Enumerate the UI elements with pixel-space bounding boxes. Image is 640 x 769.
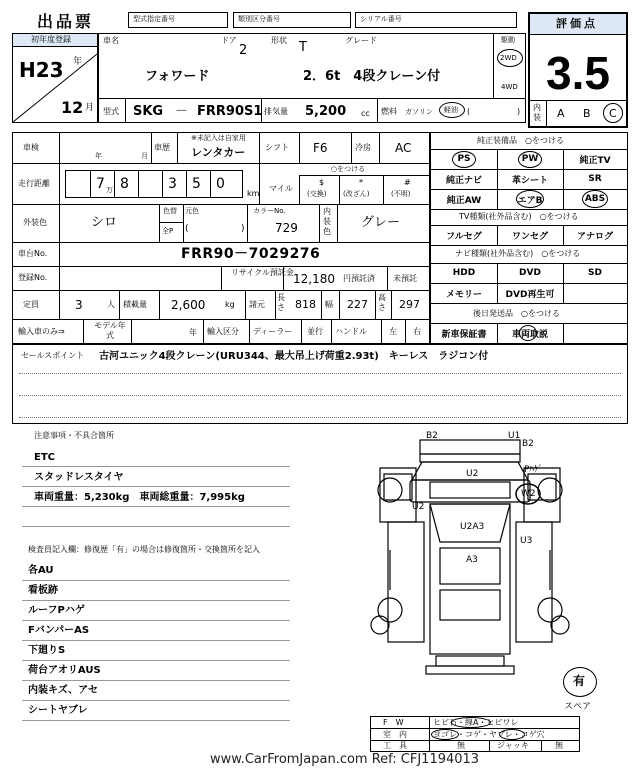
capacity: 3	[75, 298, 83, 312]
score-label: 評価点	[556, 17, 598, 30]
navi-sd: SD	[588, 268, 602, 278]
body-shape: T	[299, 40, 307, 55]
vehicle-history: レンタカー	[191, 146, 246, 159]
class-no-box: 類別区分番号	[233, 12, 351, 28]
diag-u2-left: U2	[412, 502, 425, 512]
inspector-item-8: シートヤブレ	[28, 705, 88, 716]
grade-a: A	[557, 107, 565, 120]
tv-analog: アナログ	[576, 231, 613, 242]
grade-c: C	[609, 107, 617, 120]
shift-value: F6	[313, 141, 328, 155]
navi-dvd: DVD	[519, 268, 541, 278]
registration-era-year: H23	[19, 58, 64, 82]
width: 227	[347, 298, 368, 311]
abs-circle	[582, 190, 608, 208]
height: 297	[399, 298, 420, 311]
legend-fw: ヒビ石・線A・ヒビワレ	[433, 718, 519, 727]
inspector-item-7: 内装キズ、アセ	[28, 685, 98, 696]
inspector-item-5: 下廻りS	[28, 645, 66, 656]
vehicle-name: フォワード	[145, 69, 210, 84]
equip-sr: SR	[588, 174, 602, 184]
tv-fullseg: フルセグ	[446, 231, 482, 242]
diag-paint-peel: Pﾊｹﾞ	[524, 465, 543, 475]
mileage-box: 7 万 8 3 5 0	[65, 170, 243, 198]
doc-manual: 車両取説	[511, 329, 548, 340]
color-number: 729	[275, 221, 298, 235]
details-table: 車検 年 月 車歴 ※未記入は自家用 レンタカー シフト F6 冷房 AC 走行距離 7 万 8 3 5 0 km ○をつける マイル $ (交換) * (改ざん) # (不明) 外装色 シロ 色替 元色 全P ( ) カラーNo. 729 内装色 グレー 車台No. FRR90－7029276 登録No. リサイクル預託金 12,180 円預託済 未預託 定員 3 人 積載量 2,600 kg 諸元 長さ 818 幅 227 高さ 297 輸入車のみ⇒ モデル年式 年 輸入区分 ディーラー 並行 ハンドル 左 右	[12, 132, 430, 344]
inspector-item-1: 各AU	[28, 565, 54, 576]
model-code: FRR90S1	[197, 104, 263, 119]
diag-a3: A3	[466, 555, 478, 565]
vehicle-grade: 2．6t 4段クレーン付	[303, 69, 441, 84]
exterior-color: シロ	[91, 215, 118, 230]
inspector-item-3: ルーフPハゲ	[28, 605, 85, 616]
drive-4wd: 4WD	[501, 83, 518, 91]
displacement: 5,200	[305, 104, 347, 119]
fuel-diesel: 軽油	[444, 106, 458, 114]
load-capacity: 2,600	[171, 298, 206, 312]
legend-table: F W ヒビ石・線A・ヒビワレ 室 内 ヨゴレ・コゲ・ヤブレ・コゲ穴 工 具 無 ジャッキ 無	[370, 716, 580, 752]
recycle-fee: 12,180	[293, 272, 335, 286]
equip-pw: PW	[521, 154, 539, 164]
tv-oneseg: ワンセグ	[511, 231, 548, 242]
sales-point-text: 古河ユニック4段クレーン(URU344、最大吊上げ荷重2.93t) キーレス ラジコン付	[99, 351, 489, 362]
diag-u2a3: U2A3	[460, 522, 485, 532]
inspector-item-6: 荷台アオリAUS	[28, 665, 101, 676]
navi-memory: メモリー	[445, 289, 482, 300]
diag-u3: U3	[520, 536, 533, 546]
mileage-digit-2: 7	[96, 176, 105, 192]
diag-u2-top: U2	[466, 469, 479, 479]
footer-watermark: www.CarFromJapan.com Ref: CFJ1194013	[210, 752, 480, 767]
diag-w2: W2	[521, 489, 536, 499]
vehicle-box: 車名 ドア 2 形状 T グレード フォワード 2．6t 4段クレーン付 駆動 2WD 4WD 型式 SKG － FRR90S1 排気量 5,200 cc 燃料 ガソリン 軽油 ( )	[98, 33, 526, 123]
ac-value: AC	[395, 141, 412, 155]
chassis-number: FRR90－7029276	[181, 246, 321, 262]
form-title: 出品票	[37, 12, 95, 31]
note-1: ETC	[34, 452, 55, 463]
drive-2wd: 2WD	[500, 54, 517, 62]
length: 818	[295, 298, 316, 311]
interior-color: グレー	[361, 215, 401, 230]
serial-no-box: シリアル番号	[355, 12, 517, 28]
note-3: 車両重量：5,230kg 車両総重量：7,995kg	[34, 492, 245, 503]
grade-b: B	[583, 107, 591, 120]
diag-b2-right: B2	[522, 439, 534, 449]
registration-month: 12	[61, 98, 84, 117]
grade-c-circle	[603, 103, 623, 123]
mileage-digit-7: 0	[216, 176, 225, 192]
equip-leather: 革シート	[511, 175, 548, 186]
doc-warranty: 新車保証書	[441, 329, 487, 340]
mileage-digit-5: 3	[168, 176, 177, 192]
inspector-item-4: FバンパーAS	[28, 625, 90, 636]
mileage-digit-3: 8	[120, 176, 129, 192]
equip-tv: 純正TV	[579, 155, 611, 166]
equip-abs: ABS	[584, 194, 606, 204]
sales-point-box: セールスポイント 古河ユニック4段クレーン(URU344、最大吊上げ荷重2.93t) キーレス ラジコン付	[12, 344, 628, 424]
equip-airbag: エアB	[517, 195, 543, 206]
inspector-item-2: 看板跡	[28, 585, 58, 596]
interior-label: 内装	[533, 103, 541, 122]
equip-navi: 純正ナビ	[445, 175, 482, 186]
diag-u1: U1	[508, 431, 521, 441]
equip-ps: PS	[457, 154, 471, 164]
door-count: 2	[239, 43, 248, 58]
legend-tools: 無	[457, 741, 465, 750]
manual-circle	[519, 325, 537, 341]
registration-label: 初年度登録	[31, 35, 71, 44]
navi-dvd-play: DVD再生可	[505, 289, 555, 300]
legend-jack: 無	[555, 741, 563, 750]
score-value: 3.5	[546, 47, 610, 99]
spare-value: 有	[573, 674, 586, 688]
legend-interior: ヨゴレ・コゲ・ヤブレ・コゲ穴	[433, 730, 545, 739]
ps-circle	[452, 151, 476, 168]
navi-hdd: HDD	[452, 268, 476, 278]
pw-circle	[518, 151, 542, 168]
registration-box: 初年度登録 H23 年 12 月	[12, 33, 98, 123]
spare-label: スペア	[564, 702, 592, 712]
diag-b2-left: B2	[426, 431, 438, 441]
mileage-digit-6: 5	[192, 176, 201, 192]
equip-aw: 純正AW	[446, 195, 482, 206]
model-prefix: SKG	[133, 104, 164, 119]
note-2: スタッドレスタイヤ	[34, 472, 124, 483]
score-box	[528, 12, 628, 128]
airbag-circle	[516, 190, 544, 208]
equipment-box: 純正装備品 ○をつける PS PW 純正TV 純正ナビ 革シート SR 純正AW エアB ABS TV種類(社外品含む) ○をつける フルセグ ワンセグ アナログ ナビ種類(社外品含む) ○をつける HDD DVD SD メモリー DVD再生可 後日発送品 ○をつける 新車保証書 車両取説	[430, 132, 628, 344]
form-no-box: 型式指定番号	[128, 12, 228, 28]
